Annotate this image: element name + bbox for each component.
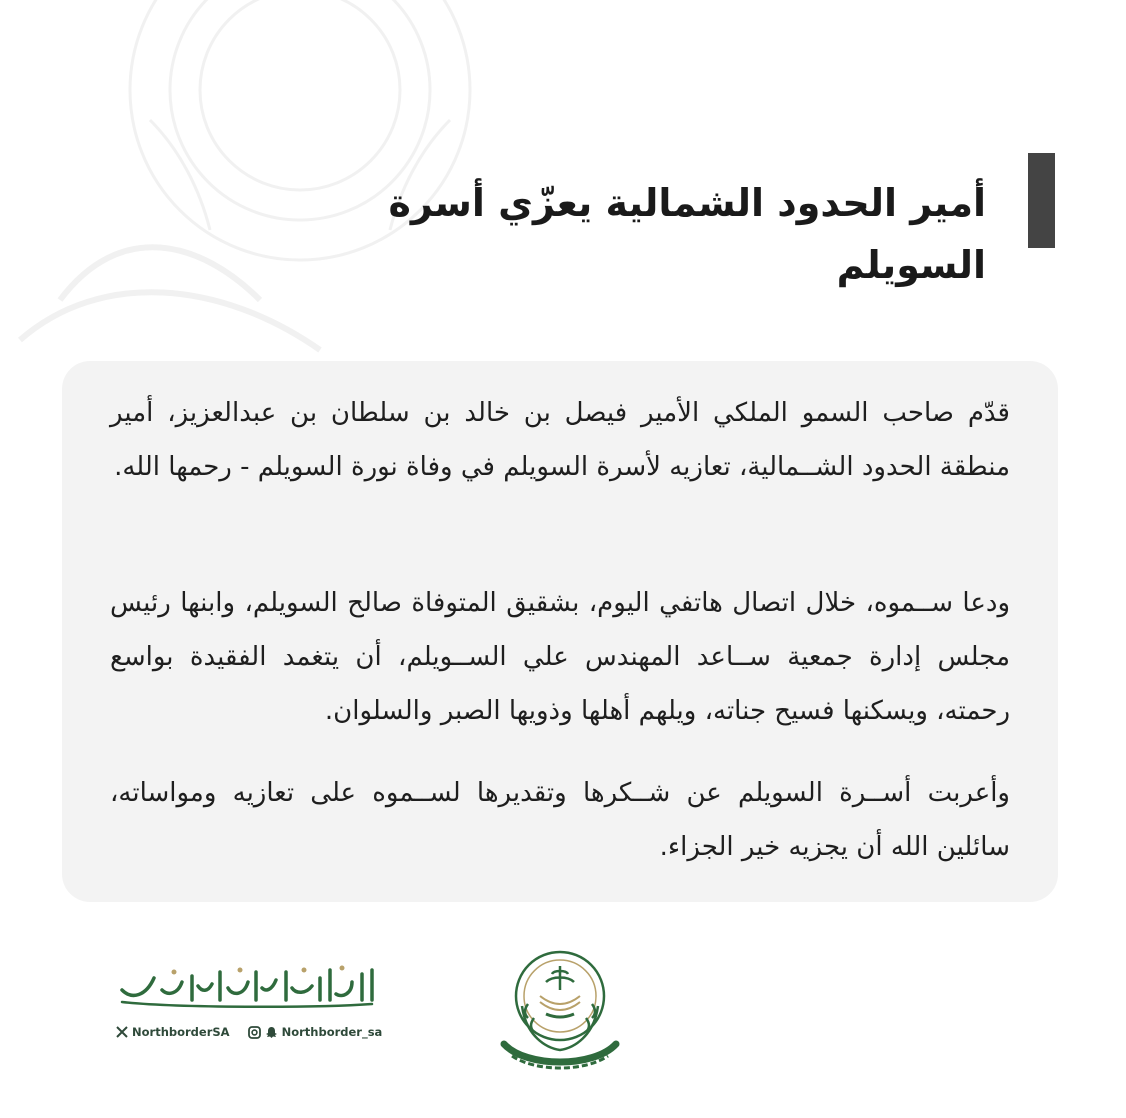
media-department-wordmark-icon bbox=[116, 960, 378, 1018]
title-accent-bar bbox=[1028, 153, 1055, 248]
social-handle[interactable]: Northborder_sa bbox=[281, 1025, 383, 1039]
snapchat-icon[interactable] bbox=[265, 1026, 278, 1039]
x-handle[interactable]: NorthborderSA bbox=[132, 1025, 230, 1039]
paragraph-1: قدّم صاحب السمو الملكي الأمير فيصل بن خالد بن سلطان بن عبدالعزيز، أمير منطقة الحدود الشــمالية، تعازيه لأسرة السويلم في وفاة نورة السويلم - رحمها الله. bbox=[110, 398, 1010, 482]
ministry-emblem-icon bbox=[496, 944, 624, 1076]
social-handles bbox=[116, 1022, 386, 1042]
x-icon[interactable] bbox=[116, 1026, 128, 1038]
instagram-icon[interactable] bbox=[248, 1026, 261, 1039]
paragraph-3: وأعربت أســرة السويلم عن شــكرها وتقديرها لســموه على تعازيه ومواساته، سائلين الله أن يجزيه خير الجزاء. bbox=[110, 778, 1010, 862]
paragraph-2: ودعا ســموه، خلال اتصال هاتفي اليوم، بشقيق المتوفاة صالح السويلم، وابنها رئيس مجلس إدارة جمعية ســاعد المهندس علي الســويلم، أن يتغمد الفقيدة بواسع رحمته، ويسكنها فسيح جناته، ويلهم أهلها وذويها الصبر والسلوان. bbox=[110, 588, 1010, 726]
page-title: أمير الحدود الشمالية يعزّي أسرة السويلم bbox=[388, 181, 986, 287]
